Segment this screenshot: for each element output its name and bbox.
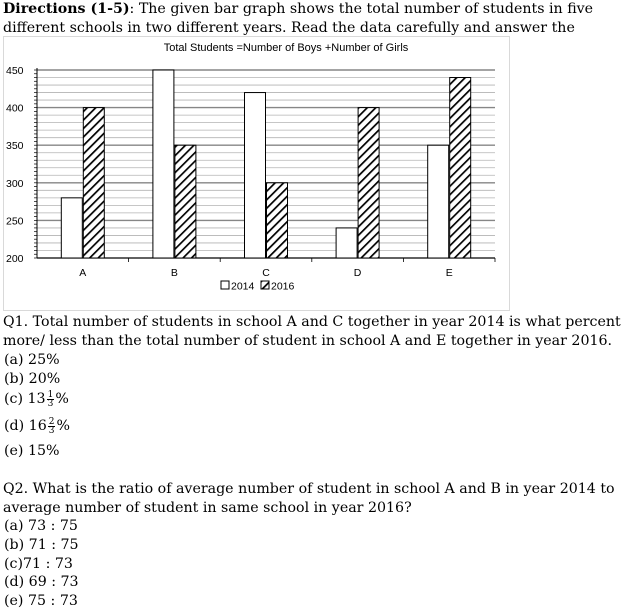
q1-option-c-fraction [47, 391, 55, 408]
q2-option-b: (b) 71 : 75 [4, 537, 79, 553]
legend [221, 281, 295, 293]
legend-swatch-2014 [221, 281, 229, 289]
q2-option-d: (d) 69 : 73 [4, 574, 79, 590]
bar-2014-A [61, 198, 82, 258]
fraction-numerator: 1 [47, 389, 54, 400]
fraction-numerator: 2 [48, 416, 55, 427]
legend-swatch-2016 [261, 281, 269, 289]
q1-option-c-suffix: % [55, 391, 69, 407]
directions-label: Directions (1-5) [3, 1, 130, 17]
legend-label-2016: 2016 [271, 280, 295, 293]
q1-option-b: (b) 20% [4, 371, 61, 387]
y-tick-label: 350 [6, 140, 24, 153]
q1-option-d-suffix: % [56, 418, 70, 434]
bar-2016-A [83, 108, 104, 258]
fraction-denominator: 3 [47, 398, 54, 409]
chart-svg [4, 37, 509, 310]
bar-2014-D [336, 228, 357, 258]
y-tick-label: 300 [6, 177, 24, 190]
bar-chart [3, 36, 510, 311]
bar-2014-E [428, 145, 449, 258]
bars [61, 70, 470, 258]
y-tick-label: 400 [6, 102, 24, 115]
legend-label-2014: 2014 [231, 280, 255, 293]
q1-option-a: (a) 25% [4, 352, 60, 368]
q1-option-d [4, 417, 70, 435]
q1-option-c-prefix: (c) 13 [4, 391, 46, 407]
directions-text: : The given bar graph shows the total number of students in five different schools in two different years. Read the data carefully and answer the [3, 1, 594, 36]
y-tick-label: 450 [6, 65, 24, 77]
x-tick-label: E [445, 267, 453, 279]
bar-2014-C [245, 93, 266, 258]
chart-title: Total Students =Number of Boys +Number of Girls [163, 42, 409, 54]
q2-option-a: (a) 73 : 75 [4, 518, 78, 534]
bar-2016-E [450, 78, 471, 258]
x-tick-label: C [262, 267, 270, 279]
bar-2014-B [153, 70, 174, 258]
q2-option-c: (c)71 : 73 [4, 556, 73, 572]
bar-2016-D [358, 108, 379, 258]
q1-option-c [4, 390, 69, 408]
x-tick-label: B [170, 267, 178, 279]
y-tick-label: 200 [6, 253, 24, 265]
q2-option-e: (e) 75 : 73 [4, 593, 78, 609]
bar-2016-B [175, 145, 196, 258]
q1-option-d-prefix: (d) 16 [4, 418, 47, 434]
bar-2016-C [267, 183, 288, 258]
q1-text: Q1. Total number of students in school A and C together in year 2014 is what percent more/ less than the total number of student in school A and E together in year 2016. [3, 314, 621, 349]
q1-option-d-fraction [48, 418, 56, 435]
q2-text: Q2. What is the ratio of average number of student in school A and B in year 2014 to average number of student in same school in year 2016? [3, 481, 615, 516]
q1-option-e: (e) 15% [4, 443, 60, 459]
fraction-denominator: 3 [48, 425, 55, 436]
x-tick-label: D [353, 267, 362, 279]
y-tick-label: 250 [6, 215, 24, 228]
x-tick-label: A [79, 267, 87, 279]
